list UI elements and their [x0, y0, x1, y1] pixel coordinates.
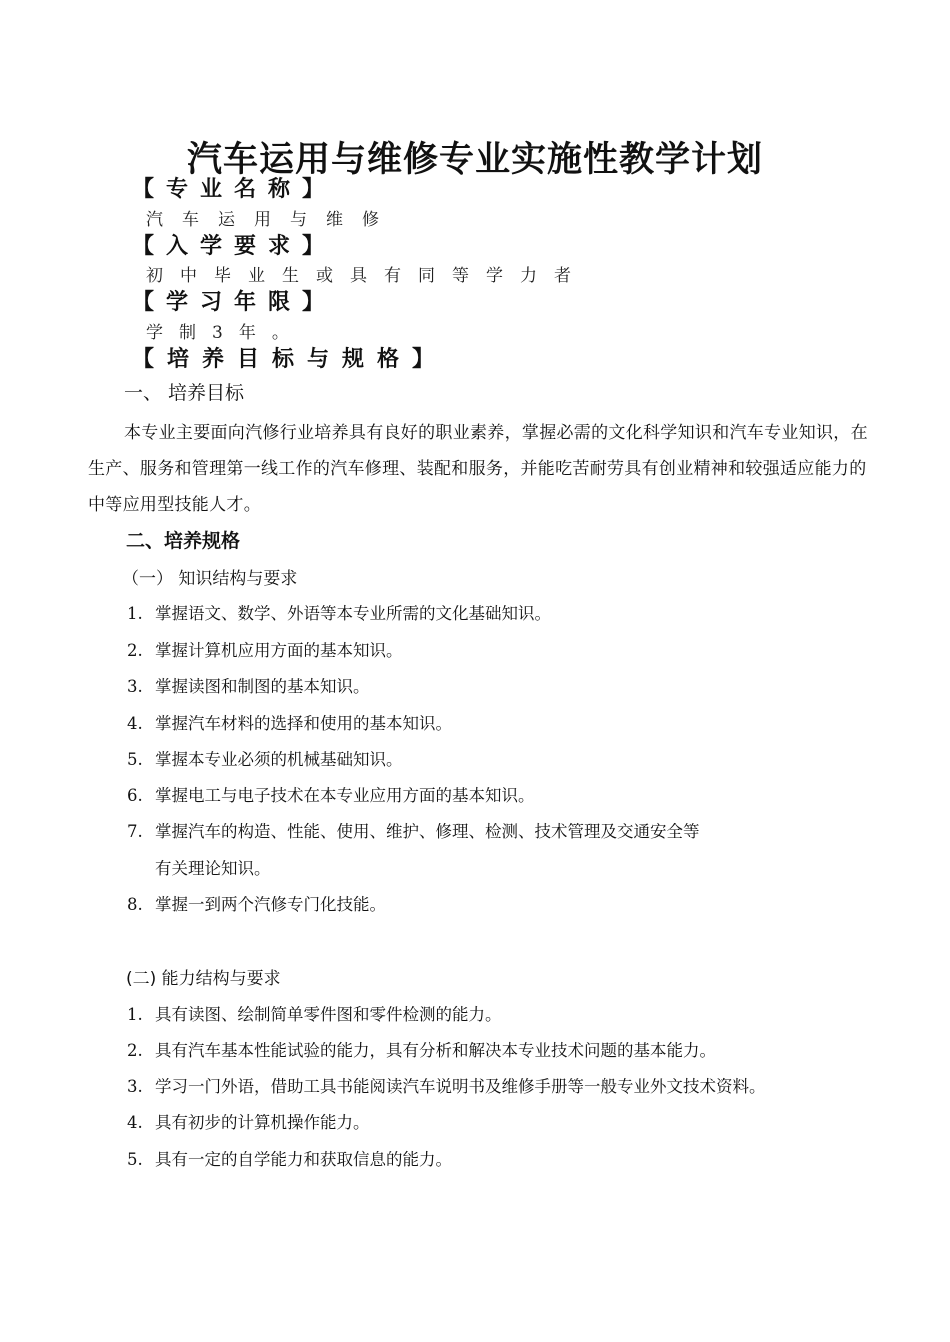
item-text: 掌握语文、数学、外语等本专业所需的文化基础知识。	[155, 604, 551, 623]
ability-heading: (二) 能力结构与要求	[126, 969, 281, 989]
item-text: 掌握读图和制图的基本知识。	[155, 677, 370, 696]
major-name-heading: 【专业名称】	[132, 177, 337, 202]
item-number: 5.	[127, 1150, 143, 1169]
item-text: 掌握汽车的构造、性能、使用、维护、修理、检测、技术管理及交通安全等	[155, 822, 700, 841]
item-number: 5.	[127, 750, 143, 769]
list-item	[127, 891, 386, 915]
item-text: 掌握计算机应用方面的基本知识。	[155, 641, 403, 660]
item-text: 掌握本专业必须的机械基础知识。	[155, 750, 403, 769]
item-text: 具有读图、绘制简单零件图和零件检测的能力。	[155, 1005, 502, 1024]
item-text: 具有汽车基本性能试验的能力，具有分析和解决本专业技术问题的基本能力。	[155, 1041, 716, 1060]
item-number: 2.	[127, 1041, 143, 1060]
item-text: 掌握汽车材料的选择和使用的基本知识。	[155, 714, 452, 733]
item-number: 1.	[127, 604, 143, 623]
item-number: 2.	[127, 641, 143, 660]
document-title: 汽车运用与维修专业实施性教学计划	[186, 140, 763, 180]
item-number: 1.	[127, 1005, 143, 1024]
duration-value: 学制3年。	[146, 323, 305, 343]
item-number: 3.	[127, 1077, 143, 1096]
item-number: 7.	[127, 822, 143, 841]
list-item	[127, 710, 452, 734]
list-item	[127, 673, 370, 697]
goals-heading: 【培养目标与规格】	[132, 347, 448, 372]
item-text: 学习一门外语，借助工具书能阅读汽车说明书及维修手册等一般专业外文技术资料。	[155, 1077, 766, 1096]
item-text: 掌握一到两个汽修专门化技能。	[155, 895, 386, 914]
training-goal-heading: 一、 培养目标	[124, 382, 245, 404]
admission-value: 初中毕业生或具有同等学力者	[146, 266, 588, 286]
training-spec-heading: 二、培养规格	[126, 530, 241, 552]
duration-heading: 【学习年限】	[132, 290, 337, 315]
item-text: 具有一定的自学能力和获取信息的能力。	[155, 1150, 452, 1169]
list-item	[127, 1073, 766, 1097]
list-item	[127, 600, 551, 624]
item-number: 6.	[127, 786, 143, 805]
training-goal-paragraph: 本专业主要面向汽修行业培养具有良好的职业素养，掌握必需的文化科学知识和汽车专业知识，在生产、服务和管理第一线工作的汽车修理、装配和服务，并能吃苦耐劳具有创业精神和较强适应能力的中等应用型技能人才。	[88, 423, 868, 515]
major-name-value: 汽车运用与维修	[146, 210, 398, 230]
list-item	[127, 746, 403, 770]
admission-heading: 【入学要求】	[132, 234, 337, 259]
list-item	[127, 818, 700, 842]
item-number: 3.	[127, 677, 143, 696]
item-number: 8.	[127, 895, 143, 914]
list-item	[127, 1001, 502, 1025]
list-item	[127, 1109, 370, 1133]
item-number: 4.	[127, 1113, 143, 1132]
list-item	[127, 782, 535, 806]
list-item	[127, 637, 403, 661]
item-number: 4.	[127, 714, 143, 733]
list-item-continuation: 有关理论知识。	[155, 859, 271, 878]
knowledge-heading: （一） 知识结构与要求	[122, 569, 298, 589]
list-item	[127, 1037, 716, 1061]
item-text: 具有初步的计算机操作能力。	[155, 1113, 370, 1132]
list-item	[127, 1146, 452, 1170]
item-text: 掌握电工与电子技术在本专业应用方面的基本知识。	[155, 786, 535, 805]
